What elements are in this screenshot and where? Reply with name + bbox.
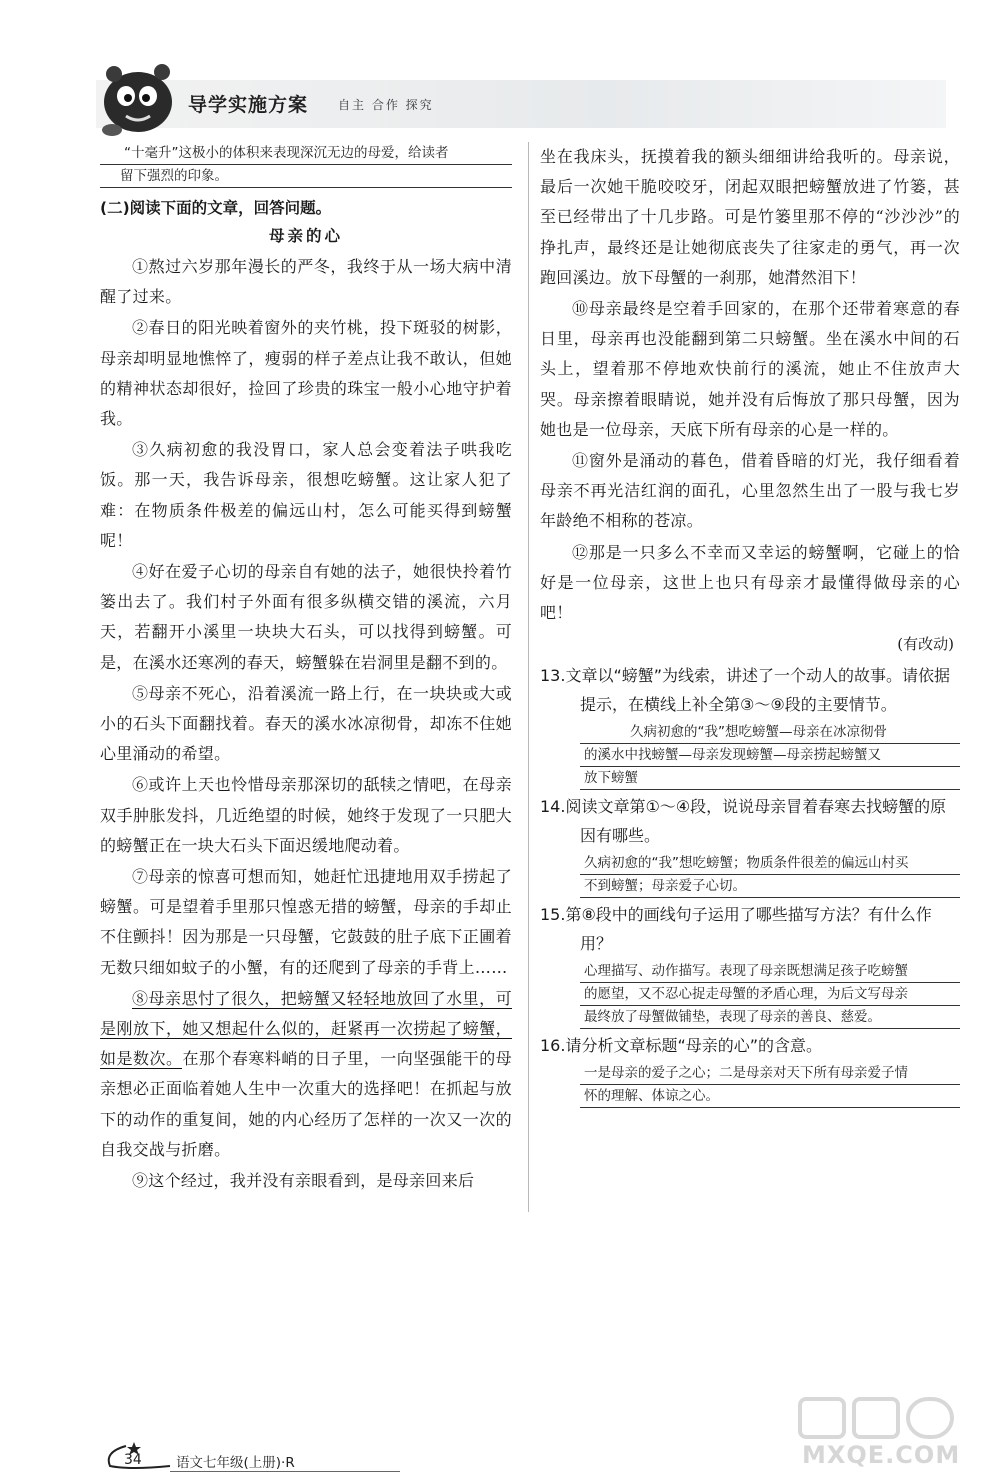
watermark-text: MXQE.COM <box>802 1441 961 1469</box>
paragraph-11: ⑪窗外是涌动的暮色，借着昏暗的灯光，我仔细看着母亲不再光洁红润的面孔，心里忽然生出了一股与我七岁年龄绝不相称的苍凉。 <box>540 451 960 531</box>
question-16: 16.请分析文章标题“母亲的心”的含意。 <box>540 1036 823 1056</box>
paragraph-4: ④好在爱子心切的母亲自有她的法子，她很快拎着竹篓出去了。我们村子外面有很多纵横交错的溪流，六月天，若翻开小溪里一块块大石头，可以找得到螃蟹。可是，在溪水还寒冽的春天，螃蟹躲在岩洞里是翻不到的。 <box>100 562 512 672</box>
answer-line: 不到螃蟹；母亲爱子心切。 <box>580 875 960 898</box>
paragraph-9: ⑨这个经过，我并没有亲眼看到，是母亲回来后 <box>132 1171 475 1191</box>
answer-line: 放下螃蟹 <box>580 767 960 790</box>
left-column <box>100 142 512 1197</box>
answer-16 <box>580 1062 960 1108</box>
answer-line: 怀的理解、体谅之心。 <box>580 1085 960 1108</box>
book-title: 语文七年级(上册)·R <box>176 1455 295 1471</box>
question-14: 14.阅读文章第①～④段，说说母亲冒着春寒去找螃蟹的原因有哪些。 <box>540 797 947 846</box>
header-title: 导学实施方案 <box>188 94 309 116</box>
paragraph-6: ⑥或许上天也怜惜母亲那深切的舐犊之情吧，在母亲双手肿胀发抖，几近绝望的时候，她终于发现了一只肥大的螃蟹正在一块大石头下面迟缓地爬动着。 <box>100 775 512 855</box>
underlined-sentence: ⑧母亲思忖了很久，把螃蟹又轻轻地放回了水里，可是刚放下，她又想起什么似的，赶紧再一次捞起了螃蟹，如是数次。 <box>100 988 512 1069</box>
paragraph-7: ⑦母亲的惊喜可想而知，她赶忙迅捷地用双手捞起了螃蟹。可是望着手里那只惶惑无措的螃蟹，母亲的手却止不住颤抖！因为那是一只母蟹，它鼓鼓的肚子底下正圃着无数只细如蚊子的小蟹，有的还爬到了母亲的手背上…… <box>100 867 512 977</box>
answer-line: 久病初愈的“我”想吃螃蟹—母亲在冰凉彻骨 <box>580 721 960 744</box>
question-15: 15.第⑧段中的画线句子运用了哪些描写方法？有什么作用？ <box>540 905 932 954</box>
column-divider <box>528 142 529 1212</box>
answer-line: 最终放了母蟹做铺垫，表现了母亲的善良、慈爱。 <box>580 1006 960 1029</box>
paragraph-12: ⑫那是一只多么不幸而又幸运的螃蟹啊，它碰上的恰好是一位母亲，这世上也只有母亲才最懂得做母亲的心吧！ <box>540 542 960 623</box>
question-13: 13.文章以“螃蟹”为线索，讲述了一个动人的故事。请依据提示，在横线上补全第③～⑨段的主要情节。 <box>540 666 951 715</box>
paragraph-9-continued: 坐在我床头，抚摸着我的额头细细讲给我听的。母亲说，最后一次她干脆咬咬牙，闭起双眼把螃蟹放进了竹篓，甚至已经带出了十几步路。可是竹篓里那不停的“沙沙沙”的挣扎声，最终还是让她彻底丧失了往家走的勇气，再一次跑回溪边。放下母蟹的一刹那，她潸然泪下！ <box>540 147 960 287</box>
paragraph-1: ①熬过六岁那年漫长的严冬，我终于从一场大病中清醒了过来。 <box>100 257 512 307</box>
paragraph-2: ②春日的阳光映着窗外的夹竹桃，投下斑驳的树影，母亲却明显地憔悴了，瘦弱的样子差点让我不敢认，但她的精神状态却很好，捡回了珍贵的珠宝一般小心地守护着我。 <box>100 318 512 429</box>
paragraph-10: ⑩母亲最终是空着手回家的，在那个还带着寒意的春日里，母亲再也没能翻到第二只螃蟹。坐在溪水中间的石头上，望着那不停地欢快前行的溪流，她止不住放声大哭。母亲擦着眼睛说，她并没有后悔放了那只母蟹，因为她也是一位母亲，天底下所有母亲的心是一样的。 <box>540 299 960 439</box>
paragraph-8-rest: 在那个春寒料峭的日子里，一向坚强能干的母亲想必正面临着她人生中一次重大的选择吧！在抓起与放下的动作的重复间，她的内心经历了怎样的一次又一次的自我交战与折磨。 <box>100 1049 512 1159</box>
paragraph-3: ③久病初愈的我没胃口，家人总会变着法子哄我吃饭。那一天，我告诉母亲，很想吃螃蟹。这让家人犯了难：在物质条件极差的偏远山村，怎么可能买得到螃蟹呢！ <box>100 440 512 550</box>
answer-15 <box>580 960 960 1029</box>
answer-line: 的愿望，又不忍心捉走母蟹的矛盾心理，为后文写母亲 <box>580 983 960 1006</box>
watermark-logo <box>790 1395 990 1475</box>
article-title: 母亲的心 <box>268 227 343 245</box>
answer-line: 久病初愈的“我”想吃螃蟹；物质条件很差的偏远山村买 <box>580 852 960 875</box>
paragraph-8 <box>100 984 512 1165</box>
source-note: (有改动) <box>897 635 954 654</box>
answer-line: 心理描写、动作描写。表现了母亲既想满足孩子吃螃蟹 <box>580 960 960 983</box>
answer-line: “十毫升”这极小的体积来表现深沉无边的母爱，给读者 <box>100 142 512 165</box>
footer-rule <box>170 1471 400 1472</box>
paragraph-5: ⑤母亲不死心，沿着溪流一路上行，在一块块或大或小的石头下面翻找着。春天的溪水冰凉彻骨，却冻不住她心里涌动的希望。 <box>100 683 512 764</box>
answer-line: 留下强烈的印象。 <box>100 165 512 188</box>
answer-line: 的溪水中找螃蟹—母亲发现螃蟹—母亲捞起螃蟹又 <box>580 744 960 767</box>
section-title: (二)阅读下面的文章，回答问题。 <box>100 199 332 217</box>
mascot-icon <box>96 56 180 140</box>
previous-answer <box>100 142 512 188</box>
watermark-icon <box>790 1395 990 1441</box>
answer-line: 一是母亲的爱子之心；二是母亲对天下所有母亲爱子情 <box>580 1062 960 1085</box>
header-subtitle: 自主 合作 探究 <box>338 98 434 112</box>
page-number: 34 <box>124 1452 142 1468</box>
right-column <box>540 142 960 1110</box>
answer-13 <box>580 721 960 790</box>
answer-14 <box>580 852 960 898</box>
